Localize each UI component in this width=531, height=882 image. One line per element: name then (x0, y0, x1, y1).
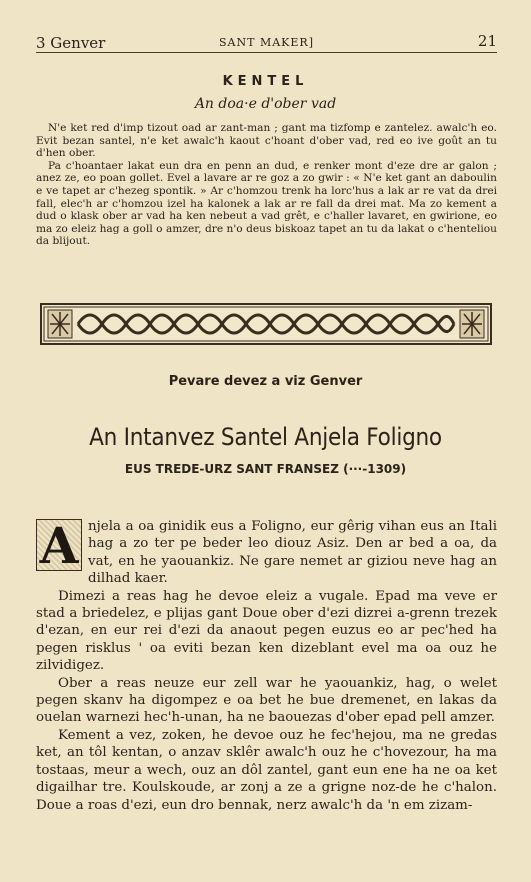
drop-cap (36, 516, 82, 575)
article-paragraph: Ober a reas neuze eur zell war he yaouankiz, hag, o welet pegen skanv ha digompez e oa bet he bue dremenet, en lakas da ouelan warnezi hec'h-unan, ha ne baouezas d'ober epad pell amzer. (36, 675, 497, 726)
kentel-heading: KENTEL (222, 74, 309, 89)
page-number: 21 (477, 32, 497, 50)
running-header (36, 30, 497, 52)
knotwork-ornament (40, 303, 492, 345)
first-paragraph-text: njela a oa ginidik eus a Foligno, eur gêrig vihan eus an Itali hag a zo ter pe beder leo diouz Asiz. Den ar bed a oa, da vat, en he yaouankiz. Ne gare nemet ar giziou neve hag an dilhad kaer. (88, 519, 497, 587)
knotwork-svg (42, 305, 490, 343)
header-rule (36, 52, 497, 53)
article-paragraph: Dimezi a reas hag he devoe eleiz a vugale. Epad ma veve er stad a briedelez, e plijas gant Doue ober d'ezi dizrei a-grenn trezek d'ezan, en eur rei d'ezi da anaout pegen euzus eo ar pec'hed ha pegen risklus ' oa eviti bezan ken dizeblant evel ma oa ouz he zilvidigez. (36, 588, 497, 674)
header-saint: SANT MAKER] (219, 36, 314, 49)
article-body (36, 518, 497, 814)
corner-ornament-right (460, 310, 484, 338)
article-title: An Intanvez Santel Anjela Foligno (89, 423, 442, 451)
day-heading: Pevare devez a viz Genver (168, 374, 363, 389)
article-subtitle: EUS TREDE-URZ SANT FRANSEZ (···-1309) (124, 462, 407, 476)
kentel-paragraph: N'e ket red d'imp tizout oad ar zant-man ; gant ma tizfomp e zantelez. awalc'h eo. Evit bezan santel, n'e ket awalc'h kaout c'hoant d'ober vad, red eo ive goût an tu d'hen ober. (36, 122, 497, 160)
article-paragraph: Kement a vez, zoken, he devoe ouz he fec'hejou, ma ne gredas ket, an tôl kentan, o anzav sklêr awalc'h ouz he c'hovezour, ha ma tostaas, meur a wech, ouz an dôl zantel, gant eun ene ha ne oa ket digailhar tre. Koulskoude, ar zonj a ze a grigne noz-de he c'halon. Doue a roas d'ezi, eun dro bennak, nerz awalc'h da 'n em zizam- (36, 727, 497, 813)
kentel-subheading: An doa·e d'ober vad (194, 96, 337, 112)
article-paragraph (36, 518, 497, 588)
kentel-text (36, 122, 497, 248)
kentel-paragraph: Pa c'hoantaer lakat eun dra en penn an dud, e renker mont d'eze dre ar galon ; anez ze, eo poan gollet. Evel a lavare ar re goz a zo gwir : « N'e ket gant an daboulin e ve tapet ar c'hezeg spontik. » Ar c'homzou trenk ha lorc'hus a lak ar re vat da drei fall, elec'h ar c'homzou izel ha kalonek a lak ar re fall da drei mat. Ma zo kement a dud o klask ober ar vad ha ken nebeut a vad grêt, e c'haller lavaret, en gwirione, eo ma zo eleiz hag a goll o amzer, dre n'o deus biskoaz tapet an tu da lakat o c'henteliou da blijout. (36, 159, 497, 248)
corner-ornament-left (48, 310, 72, 338)
header-date: 3 Genver (36, 34, 106, 52)
drop-cap-letter: A (39, 516, 79, 575)
